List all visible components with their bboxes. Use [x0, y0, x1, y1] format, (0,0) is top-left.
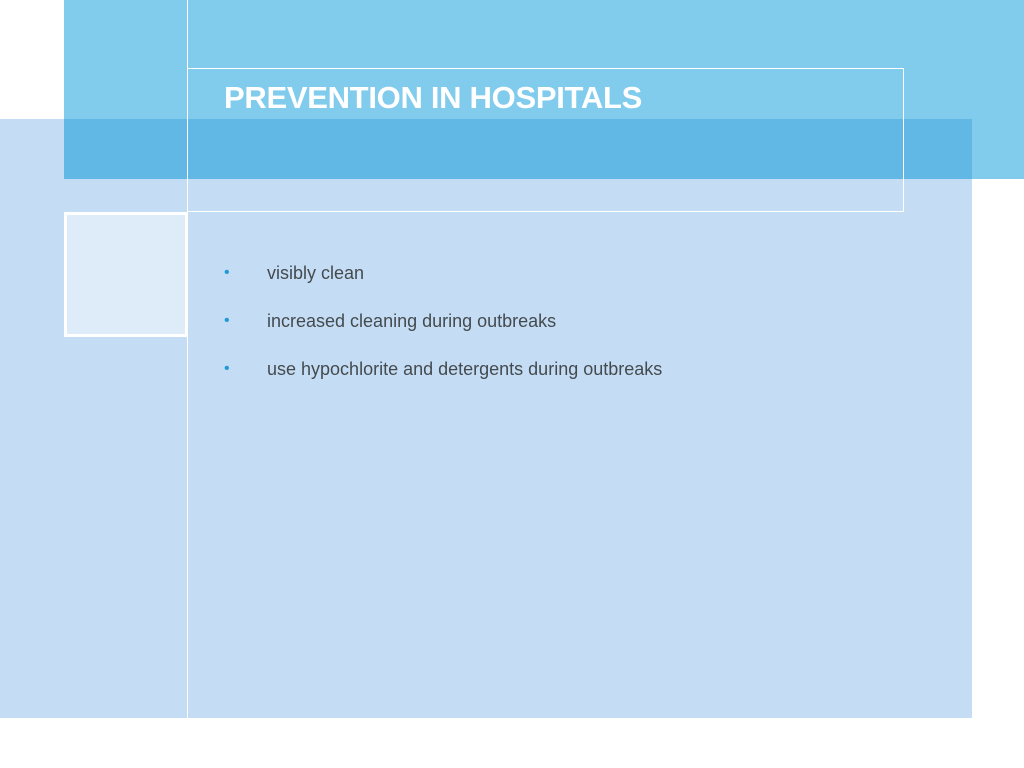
bullet-text: visibly clean — [267, 263, 365, 283]
accent-square — [64, 212, 188, 337]
bullet-text: use hypochlorite and detergents during outbreaks — [267, 359, 663, 379]
bullet-icon: • — [224, 360, 230, 377]
bullet-icon: • — [224, 312, 230, 329]
slide-title: PREVENTION IN HOSPITALS — [224, 80, 642, 115]
bullet-icon: • — [224, 264, 230, 281]
bullet-text: increased cleaning during outbreaks — [267, 311, 557, 331]
